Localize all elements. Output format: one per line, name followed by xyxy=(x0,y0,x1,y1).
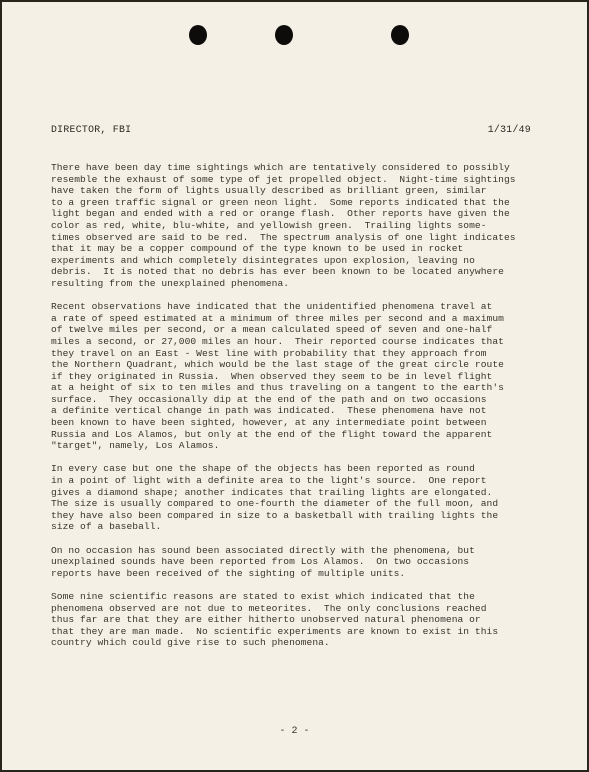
paragraph-shape: In every case but one the shape of the objects has been reported as round in a point of light with a definite area to the light's source. One report gives a diamond shape; another indicates that trailing lights are elongated. The size is usually compared to one-fourth the diameter of the full moon, and they have also been compared in size to a basketball with trailing lights the size of a baseball. xyxy=(51,463,499,533)
paragraph-speed: Recent observations have indicated that the unidentified phenomena travel at a rate of speed estimated at a minimum of three miles per second and a maximum of twelve miles per second, or a mean calculated speed of seven and one-half miles a second, or 27,000 miles an hour. Their reported course indicates that they travel on an East - West line with probability that they approach from the Northern Quadrant, which would be the last stage of the great circle route if they originated in Russia. When observed they seem to be in level flight at a height of six to ten miles and thus traveling on a tangent to the earth's surface. They occasionally dip at the end of the path and on two occasions a definite vertical change in path was indicated. These phenomena have not been known to have been sighted, however, at any intermediate point between Russia and Los Alamos, but only at the end of the flight toward the apparent "target", namely, Los Alamos. xyxy=(51,301,504,452)
addressee: DIRECTOR, FBI xyxy=(51,124,132,135)
paragraph-sound: On no occasion has sound been associated directly with the phenomena, but unexplained sounds have been reported from Los Alamos. On two occasions reports have been received of the sighting of multiple units. xyxy=(51,544,475,579)
memo-header xyxy=(51,124,531,138)
punch-hole xyxy=(391,25,409,45)
punch-hole xyxy=(275,25,293,45)
punch-hole xyxy=(189,25,207,45)
memo-body xyxy=(51,162,538,661)
page-number: - 2 - xyxy=(279,726,310,737)
paragraph-conclusions: Some nine scientific reasons are stated to exist which indicated that the phenomena observed are not due to meteorites. The only conclusions reached thus far are that they are either hitherto unobserved natural phenomena or that they are man made. No scientific experiments are known to exist in this country which could give rise to such phenomena. xyxy=(51,590,499,649)
paragraph-sightings: There have been day time sightings which are tentatively considered to possibly resemble the exhaust of some type of jet propelled object. Night-time sightings have taken the form of lights usually described as brilliant green, similar to a green traffic signal or green neon light. Some reports indicated that the light began and ended with a red or orange flash. Other reports have given the color as red, white, blu-white, and yellowish green. Trailing lights some- times observed are said to be red. The spectrum analysis of one light indicates that it may be a copper compound of the type known to be used in rocket experiments and which completely disintegrates upon explosion, leaving no debris. It is noted that no debris has ever been known to be located anywhere resulting from the unexplained phenomena. xyxy=(51,162,516,289)
memo-date: 1/31/49 xyxy=(487,124,531,135)
